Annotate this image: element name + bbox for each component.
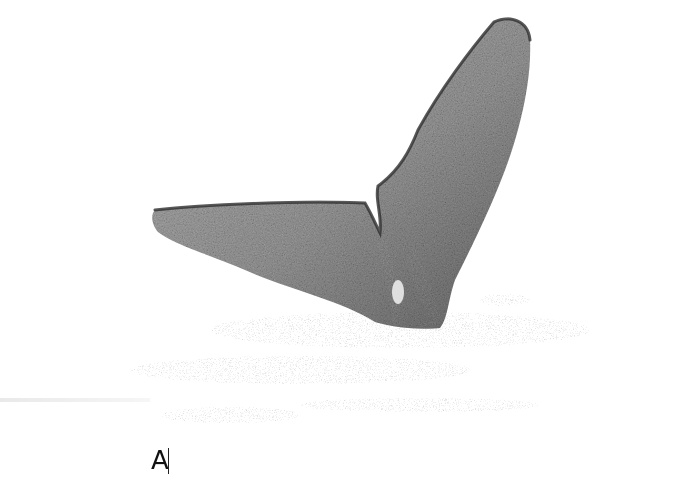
panel-label: A <box>151 446 168 476</box>
text-cursor <box>168 448 169 474</box>
whale-fluke-icon <box>152 19 530 329</box>
